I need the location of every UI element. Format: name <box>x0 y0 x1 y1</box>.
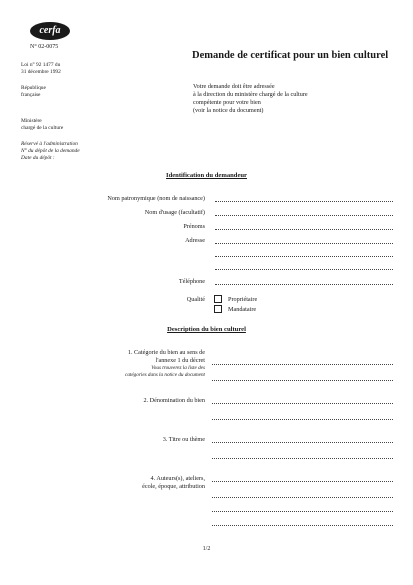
law-line: Loi n° 92 1477 du <box>21 62 61 68</box>
address-line: compétente pour votre bien <box>193 99 261 106</box>
submission-address <box>193 83 308 115</box>
reserved-line: N° du dépôt de la demande <box>21 148 80 154</box>
titre-field-line-1[interactable] <box>212 442 393 443</box>
nom-patronymique-label: Nom patronymique (nom de naissance) <box>107 195 205 202</box>
titre-label: 3. Titre ou thème <box>162 436 205 443</box>
nom-usage-field[interactable] <box>215 215 393 216</box>
law-line: 31 décembre 1992 <box>21 69 61 75</box>
form-number: N° 02-0075 <box>30 44 59 50</box>
auteurs-field-line-1[interactable] <box>212 481 393 482</box>
adresse-field-line-1[interactable] <box>215 243 393 244</box>
qualite-label: Qualité <box>186 296 205 303</box>
telephone-field[interactable] <box>215 284 393 285</box>
cerfa-logo: cerfa <box>30 22 70 40</box>
address-line: à la direction du ministère chargé de la culture <box>193 91 308 98</box>
auteurs-field-line-2[interactable] <box>212 497 393 498</box>
denomination-field-line-1[interactable] <box>212 403 393 404</box>
ministere-line: chargé de la culture <box>21 125 64 131</box>
titre-field-line-2[interactable] <box>212 458 393 459</box>
proprietaire-option[interactable] <box>214 295 257 303</box>
categorie-note-line: Vous trouverez la liste des <box>151 365 205 372</box>
address-line: (voir la notice du document) <box>193 107 264 114</box>
republique-label <box>21 85 46 99</box>
categorie-line: l'annexe 1 du décret <box>155 357 205 365</box>
republique-line: française <box>21 92 41 98</box>
denomination-label: 2. Dénomination du bien <box>143 397 205 404</box>
mandataire-label: Mandataire <box>228 305 257 313</box>
nom-patronymique-field[interactable] <box>215 201 393 202</box>
proprietaire-label: Propriétaire <box>228 295 258 303</box>
auteurs-line: 4. Auteurs(s), ateliers, <box>150 475 205 482</box>
law-reference <box>21 62 61 76</box>
mandataire-checkbox[interactable] <box>214 305 222 313</box>
adresse-field-line-2[interactable] <box>215 256 393 257</box>
ministere-label <box>21 118 63 132</box>
prenoms-label: Prénoms <box>183 223 205 230</box>
prenoms-field[interactable] <box>215 229 393 230</box>
denomination-field-line-2[interactable] <box>212 419 393 420</box>
categorie-field-line-1[interactable] <box>212 364 393 365</box>
ministere-line: Ministère <box>21 118 42 124</box>
page-number: 1/2 <box>202 546 211 552</box>
adresse-label: Adresse <box>185 237 205 244</box>
republique-line: République <box>21 85 46 91</box>
reserved-line: Réservé à l'administration <box>21 141 78 147</box>
telephone-label: Téléphone <box>178 278 205 285</box>
categorie-line: 1. Catégorie du bien au sens de <box>127 349 205 356</box>
categorie-label <box>125 349 205 379</box>
auteurs-field-line-4[interactable] <box>212 525 393 526</box>
administration-reserved <box>21 141 80 162</box>
proprietaire-checkbox[interactable] <box>214 295 222 303</box>
auteurs-line: école, époque, attribution <box>142 483 205 491</box>
adresse-field-line-3[interactable] <box>215 269 393 270</box>
description-section-title: Description du bien culturel <box>167 326 246 333</box>
address-line: Votre demande doit être adressée <box>193 83 275 90</box>
auteurs-label <box>142 475 205 491</box>
auteurs-field-line-3[interactable] <box>212 511 393 512</box>
identification-section-title: Identification du demandeur <box>166 172 247 179</box>
reserved-line: Date du dépôt : <box>21 155 55 161</box>
categorie-note-line: catégories dans la notice du document <box>125 372 205 379</box>
mandataire-option[interactable] <box>214 305 256 313</box>
document-title: Demande de certificat pour un bien culturel <box>192 50 389 61</box>
nom-usage-label: Nom d'usage (facultatif) <box>144 209 205 216</box>
categorie-field-line-2[interactable] <box>212 380 393 381</box>
